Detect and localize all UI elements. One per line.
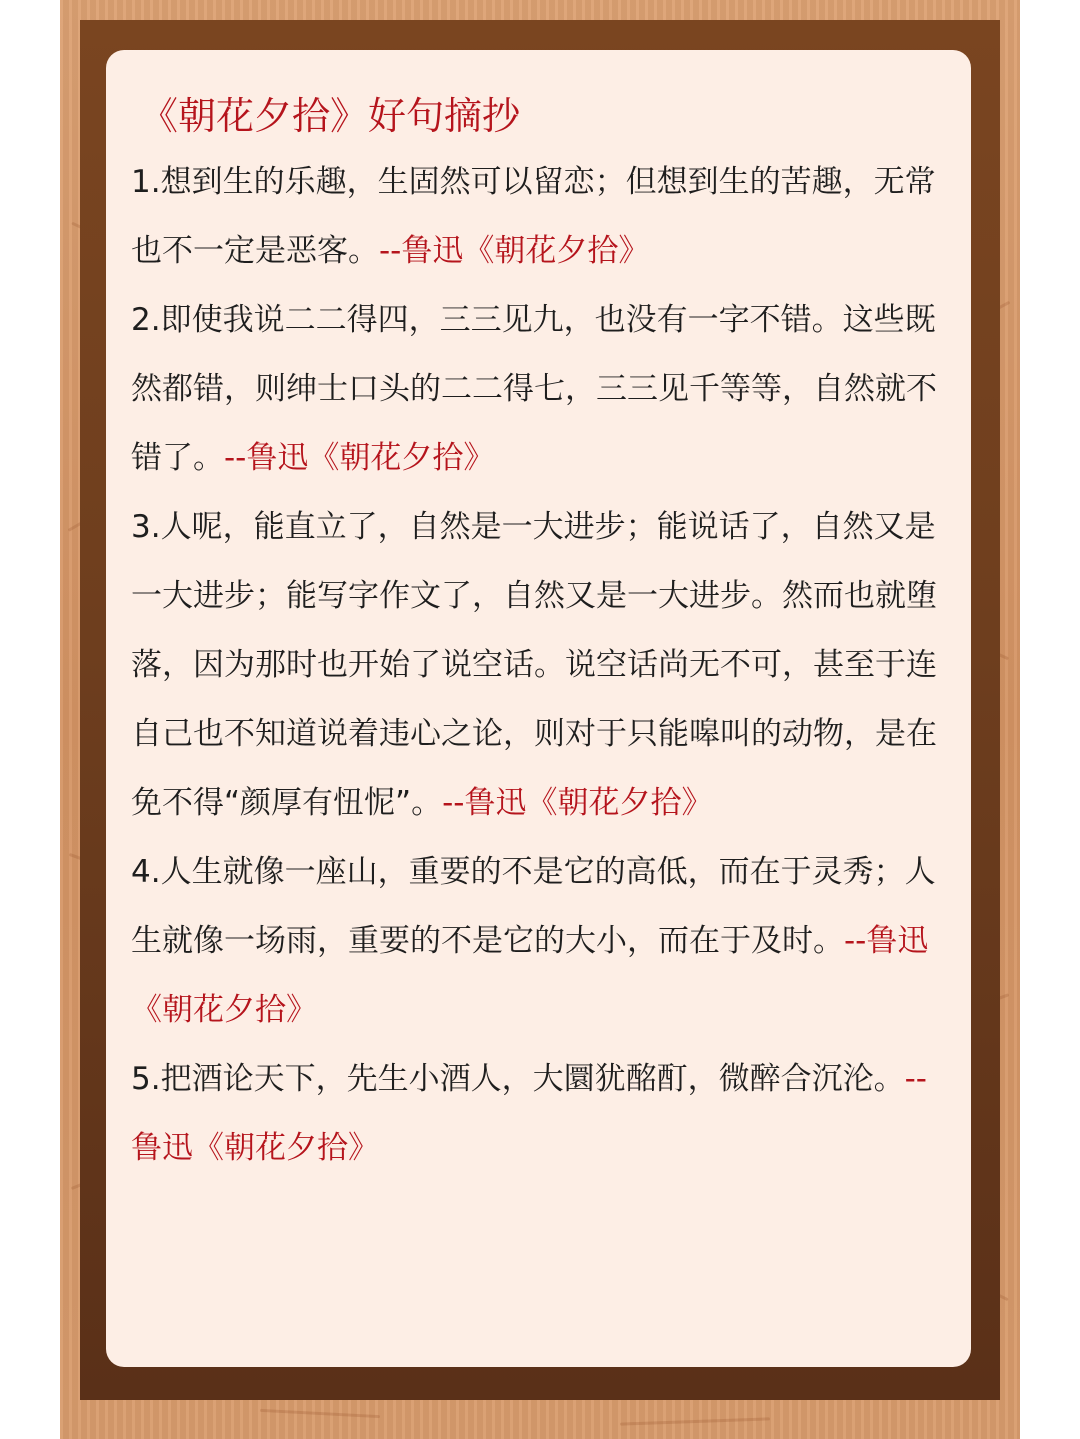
quote-source: --鲁迅《朝花夕拾》	[442, 785, 713, 821]
quote-item-3	[131, 493, 949, 838]
wood-grain	[620, 1417, 770, 1425]
quote-text: 1.想到生的乐趣，生固然可以留恋；但想到生的苦趣，无常也不一定是恶客。	[131, 164, 936, 269]
quote-source: --鲁迅《朝花夕拾》	[379, 233, 650, 269]
quote-source: --鲁迅《朝花夕拾》	[224, 440, 495, 476]
wood-grain	[260, 1409, 380, 1418]
quote-item-4	[131, 838, 949, 1045]
quote-text: 4.人生就像一座山，重要的不是它的高低，而在于灵秀；人生就像一场雨，重要的不是它的大小，而在于及时。	[131, 854, 936, 959]
quote-source: --鲁迅《朝花夕拾》	[131, 1061, 927, 1166]
quote-text: 3.人呢，能直立了，自然是一大进步；能说话了，自然又是一大进步；能写字作文了，自然又是一大进步。然而也就堕落，因为那时也开始了说空话。说空话尚无不可，甚至于连自己也不知道说着违心之论，则对于只能嗥叫的动物，是在免不得“颜厚有忸怩”。	[131, 509, 937, 821]
quote-text: 5.把酒论天下，先生小酒人，大圜犹酩酊，微醉合沉沦。	[131, 1061, 905, 1097]
quote-item-1	[131, 148, 949, 286]
page-title: 《朝花夕拾》好句摘抄	[140, 94, 521, 138]
quote-item-2	[131, 286, 949, 493]
quote-item-5	[131, 1045, 949, 1183]
quote-list	[131, 148, 949, 1183]
quote-source: --鲁迅《朝花夕拾》	[131, 923, 929, 1028]
quote-text: 2.即使我说二二得四，三三见九，也没有一字不错。这些既然都错，则绅士口头的二二得七，三三见千等等，自然就不错了。	[131, 302, 937, 476]
